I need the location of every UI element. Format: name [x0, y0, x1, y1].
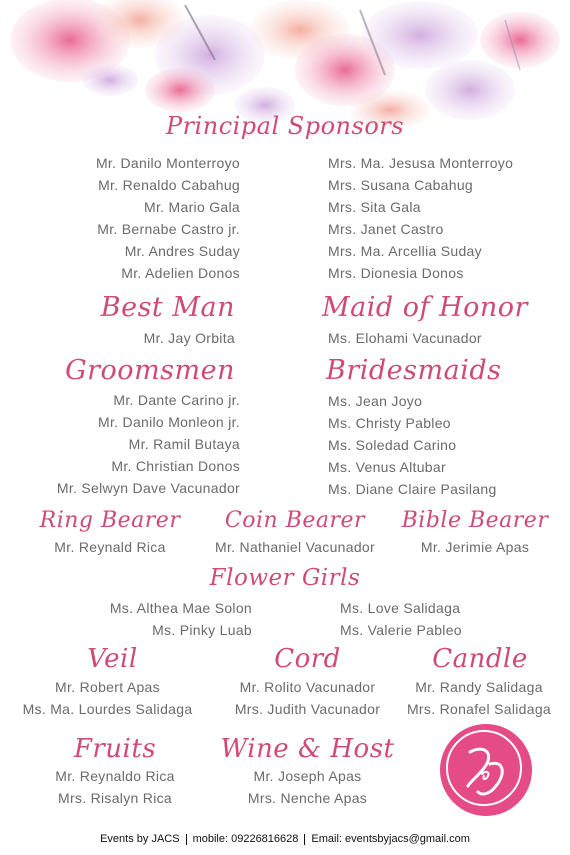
- principal-sponsor-male: Mr. Renaldo Cabahug: [98, 177, 240, 193]
- fruits-heading: Fruits: [73, 734, 157, 764]
- best-man-heading: Best Man: [100, 292, 235, 323]
- monogram-lettering: [440, 724, 532, 816]
- bridesmaid: Ms. Christy Pableo: [328, 415, 451, 431]
- cord-heading: Cord: [274, 644, 341, 674]
- flower-girl: Ms. Althea Mae Solon: [109, 600, 252, 616]
- principal-sponsor-female: Mrs. Ma. Jesusa Monterroyo: [328, 155, 514, 171]
- footer-contact: [0, 833, 570, 845]
- best-man-name: Mr. Jay Orbita: [143, 330, 235, 346]
- groomsman: Mr. Dante Carino jr.: [113, 392, 240, 408]
- wine-host-heading: Wine & Host: [220, 734, 395, 764]
- principal-sponsor-female: Mrs. Dionesia Donos: [328, 265, 464, 281]
- wine-host-sponsor: Mrs. Nenche Apas: [247, 790, 368, 806]
- bible-bearer-heading: Bible Bearer: [401, 508, 549, 533]
- veil-sponsor: Ms. Ma. Lourdes Salidaga: [22, 701, 193, 717]
- bridesmaid: Ms. Venus Altubar: [328, 459, 446, 475]
- groomsman: Mr. Ramil Butaya: [128, 436, 240, 452]
- coin-bearer-name: Mr. Nathaniel Vacunador: [215, 539, 375, 555]
- fruits-sponsor: Mr. Reynaldo Rica: [55, 768, 175, 784]
- candle-sponsor: Mr. Randy Salidaga: [415, 679, 543, 695]
- maid-of-honor-heading: Maid of Honor: [322, 292, 528, 323]
- bridesmaid: Ms. Diane Claire Pasilang: [328, 481, 497, 497]
- veil-heading: Veil: [87, 644, 138, 674]
- footer-separator: [186, 834, 187, 845]
- bible-bearer-name: Mr. Jerimie Apas: [420, 539, 530, 555]
- footer-separator: [304, 834, 305, 845]
- principal-sponsor-male: Mr. Adelien Donos: [121, 265, 240, 281]
- bridesmaid: Ms. Soledad Carino: [328, 437, 457, 453]
- fruits-sponsor: Mrs. Risalyn Rica: [57, 790, 172, 806]
- principal-sponsor-female: Mrs. Susana Cabahug: [328, 177, 474, 193]
- groomsman: Mr. Christian Donos: [111, 458, 240, 474]
- cord-sponsor: Mr. Rolito Vacunador: [239, 679, 376, 695]
- principal-sponsor-male: Mr. Danilo Monterroyo: [95, 155, 240, 171]
- candle-sponsor: Mrs. Ronafel Salidaga: [406, 701, 552, 717]
- principal-sponsor-male: Mr. Andres Suday: [124, 243, 240, 259]
- groomsman: Mr. Danilo Monleon jr.: [98, 414, 240, 430]
- monogram-logo: [440, 724, 532, 816]
- flower-girls-heading: Flower Girls: [209, 565, 361, 591]
- coin-bearer-heading: Coin Bearer: [224, 508, 366, 533]
- ring-bearer-heading: Ring Bearer: [39, 508, 181, 533]
- principal-sponsor-male: Mr. Bernabe Castro jr.: [97, 221, 240, 237]
- groomsman: Mr. Selwyn Dave Vacunador: [56, 480, 240, 496]
- bridesmaids-heading: Bridesmaids: [326, 355, 502, 386]
- principal-sponsor-male: Mr. Mario Gala: [144, 199, 240, 215]
- candle-heading: Candle: [432, 644, 528, 674]
- footer-email: Email: eventsbyjacs@gmail.com: [311, 833, 470, 845]
- flower-girl: Ms. Valerie Pableo: [340, 622, 462, 638]
- bridesmaid: Ms. Jean Joyo: [328, 393, 423, 409]
- ring-bearer-name: Mr. Reynald Rica: [54, 539, 166, 555]
- principal-sponsor-female: Mrs. Sita Gala: [328, 199, 421, 215]
- flower-girl: Ms. Pinky Luab: [152, 622, 252, 638]
- principal-sponsor-female: Mrs. Janet Castro: [328, 221, 444, 237]
- principal-sponsor-female: Mrs. Ma. Arcellia Suday: [328, 243, 482, 259]
- footer-events: Events by JACS: [100, 833, 180, 845]
- veil-sponsor: Mr. Robert Apas: [55, 679, 160, 695]
- footer-mobile: mobile: 09226816628: [192, 833, 299, 845]
- maid-of-honor-name: Ms. Elohami Vacunador: [328, 330, 482, 346]
- cord-sponsor: Mrs. Judith Vacunador: [234, 701, 381, 717]
- wine-host-sponsor: Mr. Joseph Apas: [253, 768, 362, 784]
- flower-girl: Ms. Love Salidaga: [340, 600, 461, 616]
- principal-sponsors-heading: Principal Sponsors: [165, 112, 405, 140]
- groomsmen-heading: Groomsmen: [65, 355, 235, 386]
